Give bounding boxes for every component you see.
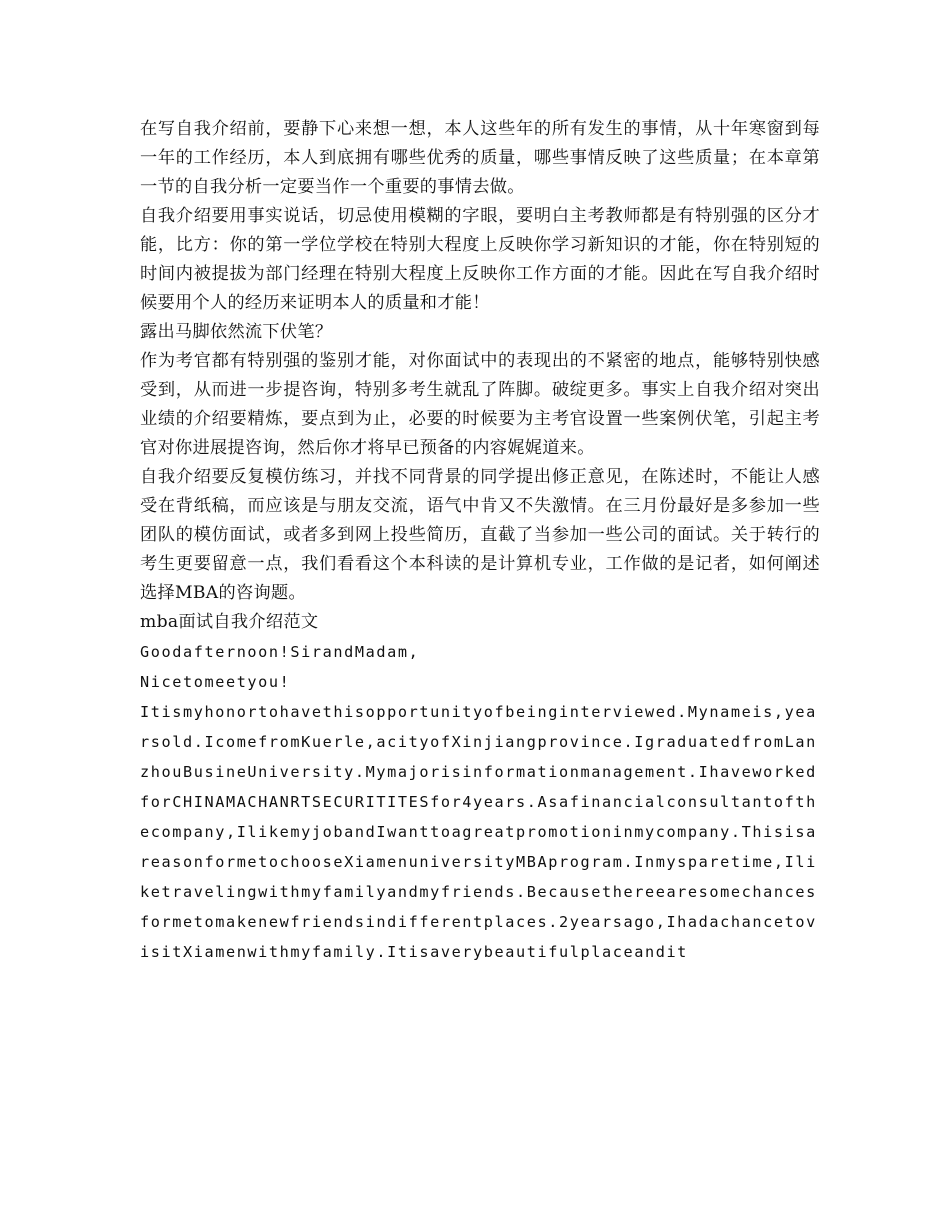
english-self-introduction: Itismyhonortohavethisopportunityofbeinginterviewed.Mynameis,yearsold.IcomefromKuerle,acityofXinjiangprovince.IgraduatedfromLanzhouBusineUniversity.Mymajorisinformationmanagement.IhaveworkedforCHINAMACHANRTSECURITITESfor4years.Asafinancialconsultantofthecompany,IlikemyjobandIwanttoagreatpromotioninmycompany.ThisisareasonformetochooseXiamenuniversityMBAprogram.Inmysparetime,Iliketravelingwithmyfamilyandmyfriends.Becausethereearesomechancesformetomakenewfriendsindifferentplaces.2yearsago,IhadachancetovisitXiamenwithmyfamily.Itisaverybeautifulplaceandit	[140, 703, 817, 961]
english-nice-to-meet: Nicetomeetyou!	[140, 673, 291, 691]
section-heading-foreshadow: 露出马脚依然流下伏笔？	[140, 322, 333, 342]
paragraph-examiner: 作为考官都有特别强的鉴别才能，对你面试中的表现出的不紧密的地点，能够特别快感受到，从而进一步提咨询，特别多考生就乱了阵脚。破绽更多。事实上自我介绍对突出业绩的介绍要精炼，要点到为止，必要的时候要为主考官设置一些案例伏笔，引起主考官对你进展提咨询，然后你才将早已预备的内容娓娓道来。	[140, 351, 820, 458]
sample-title: mba面试自我介绍范文	[140, 612, 319, 632]
paragraph-practice: 自我介绍要反复模仿练习，并找不同背景的同学提出修正意见，在陈述时，不能让人感受在背纸稿，而应该是与朋友交流，语气中肯又不失激情。在三月份最好是多参加一些团队的模仿面试，或者多到网上投些简历，直截了当参加一些公司的面试。关于转行的考生更要留意一点，我们看看这个本科读的是计算机专业，工作做的是记者，如何阐述选择MBA的咨询题。	[140, 467, 820, 603]
english-greeting: Goodafternoon!SirandMadam,	[140, 643, 420, 661]
paragraph-preparation: 在写自我介绍前，要静下心来想一想，本人这些年的所有发生的事情，从十年寒窗到每一年的工作经历，本人到底拥有哪些优秀的质量，哪些事情反映了这些质量；在本章第一节的自我分析一定要当作一个重要的事情去做。	[140, 119, 820, 197]
document-body	[140, 115, 820, 967]
paragraph-use-facts: 自我介绍要用事实说话，切忌使用模糊的字眼，要明白主考教师都是有特别强的区分才能，比方：你的第一学位学校在特别大程度上反映你学习新知识的才能，你在特别短的时间内被提拔为部门经理在特别大程度上反映你工作方面的才能。因此在写自我介绍时候要用个人的经历来证明本人的质量和才能！	[140, 206, 820, 313]
